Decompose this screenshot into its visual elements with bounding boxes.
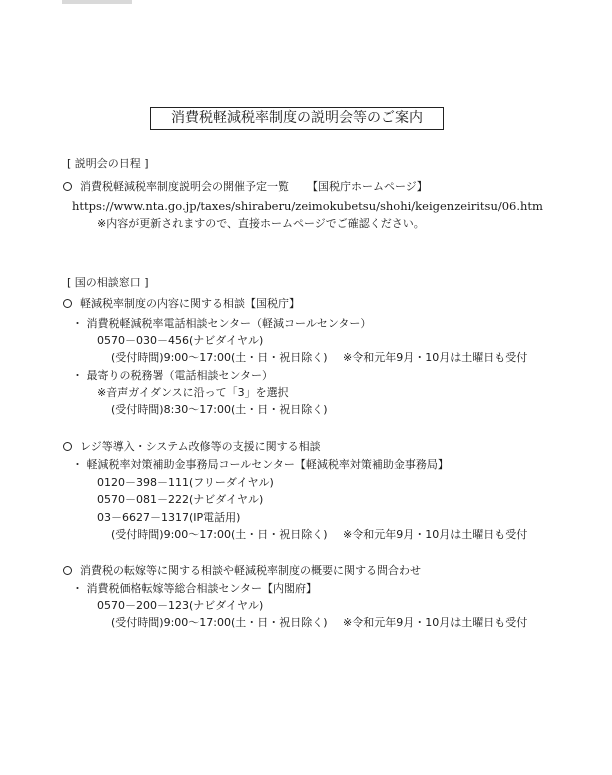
phone-number: 0570－030－456(ナビダイヤル) bbox=[97, 334, 264, 347]
schedule-url-link[interactable]: https://www.nta.go.jp/taxes/shiraberu/zeimokubetsu/shohi/keigenzeiritsu/06.htm bbox=[72, 199, 543, 213]
circle-bullet-icon bbox=[63, 299, 72, 308]
schedule-item-source: 【国税庁ホームページ】 bbox=[307, 180, 428, 193]
saturday-note: ※令和元年9月・10月は土曜日も受付 bbox=[343, 616, 528, 629]
section-heading-consultation: [ 国の相談窓口 ] bbox=[67, 276, 149, 289]
contact-name: ・ 消費税価格転嫁等総合相談センター【内閣府】 bbox=[72, 582, 318, 595]
reception-hours: (受付時間)9:00～17:00(土・日・祝日除く) bbox=[111, 528, 328, 541]
reception-hours: (受付時間)9:00～17:00(土・日・祝日除く) bbox=[111, 351, 328, 364]
circle-bullet-icon bbox=[63, 442, 72, 451]
voice-guidance-note: ※音声ガイダンスに沿って「3」を選択 bbox=[97, 386, 289, 399]
circle-bullet-icon bbox=[63, 182, 72, 191]
consultation-group-title: 消費税の転嫁等に関する相談や軽減税率制度の概要に関する問合わせ bbox=[63, 564, 421, 578]
phone-number: 0570－081－222(ナビダイヤル) bbox=[97, 493, 264, 506]
scan-artifact bbox=[62, 0, 132, 4]
schedule-item bbox=[63, 180, 428, 194]
contact-name: ・ 軽減税率対策補助金事務局コールセンター【軽減税率対策補助金事務局】 bbox=[72, 458, 449, 471]
circle-bullet-icon bbox=[63, 566, 72, 575]
reception-hours: (受付時間)8:30～17:00(土・日・祝日除く) bbox=[111, 403, 328, 416]
schedule-item-text: 消費税軽減税率制度説明会の開催予定一覧 bbox=[80, 180, 289, 193]
consultation-group-title: 軽減税率制度の内容に関する相談【国税庁】 bbox=[63, 297, 300, 311]
section-heading-schedule: [ 説明会の日程 ] bbox=[67, 157, 149, 170]
phone-number: 03－6627－1317(IP電話用) bbox=[97, 511, 241, 524]
reception-hours: (受付時間)9:00～17:00(土・日・祝日除く) bbox=[111, 616, 328, 629]
schedule-note: ※内容が更新されますので、直接ホームページでご確認ください。 bbox=[97, 217, 425, 230]
saturday-note: ※令和元年9月・10月は土曜日も受付 bbox=[343, 528, 528, 541]
contact-name: ・ 最寄りの税務署（電話相談センター） bbox=[72, 369, 274, 382]
page-title: 消費税軽減税率制度の説明会等のご案内 bbox=[150, 107, 444, 130]
contact-name: ・ 消費税軽減税率電話相談センター（軽減コールセンター） bbox=[72, 317, 372, 330]
consultation-group-title: レジ等導入・システム改修等の支援に関する相談 bbox=[63, 440, 321, 454]
phone-number: 0570－200－123(ナビダイヤル) bbox=[97, 599, 264, 612]
saturday-note: ※令和元年9月・10月は土曜日も受付 bbox=[343, 351, 528, 364]
phone-number: 0120－398－111(フリーダイヤル) bbox=[97, 476, 274, 489]
